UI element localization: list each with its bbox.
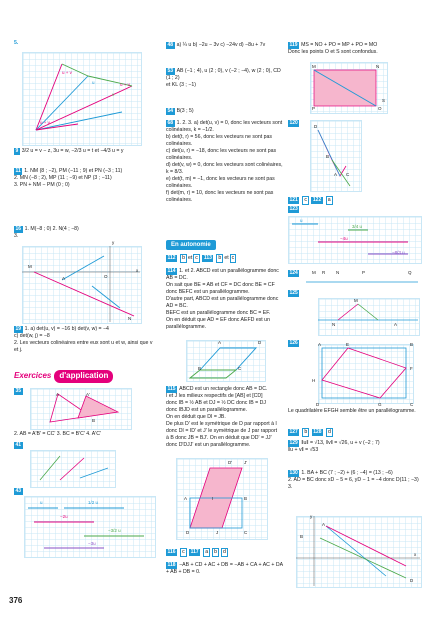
- exercise-48-text: a) ¼ u b) −2u − 3v c) −24v d) −8u + 7v: [176, 42, 266, 48]
- exercise-16-sub: 3.: [14, 233, 19, 240]
- answer-box: b: [302, 428, 309, 437]
- vector-label: −2u: [60, 514, 68, 519]
- exercise-9: [14, 148, 152, 155]
- exercise-68-line: c) det(u, r) = −18, donc les vecteurs ne sont pas colinéaires.: [166, 148, 277, 162]
- exercise-48: [166, 42, 284, 49]
- answer-box: d: [326, 428, 333, 437]
- point-label: D: [186, 530, 190, 535]
- exercise-54: [166, 108, 284, 115]
- exercise-number: 43: [15, 488, 22, 494]
- exercise-115-line: On en déduit que DI = JB.: [166, 414, 226, 421]
- point-label: P: [362, 270, 366, 275]
- left-column: [14, 40, 152, 49]
- exercise-53-text: AB (−1 ; 4), u (2 ; 0), v (−2 ; −4), w (2 ; 0), CD (1 ; 2): [166, 68, 281, 82]
- graph-label: y: [112, 240, 115, 245]
- point-label: A: [394, 322, 398, 327]
- exercise-125-figure: [318, 298, 418, 334]
- exercise-53: [166, 68, 284, 89]
- exercise-130-line: 1. BA + BC (7 ; −2) + (6 ; −4) = (13 ; −6): [301, 470, 393, 476]
- vector-label: −4u: [340, 236, 348, 241]
- point-label: D: [316, 402, 320, 407]
- exercise-114-line: On sait que BE = AB et CF = DC donc BE = CF donc BEFC est un parallélogramme.: [166, 282, 275, 296]
- exercise-126-figure: [318, 344, 412, 402]
- answer-box: b: [180, 254, 187, 263]
- point-label: D: [258, 340, 262, 345]
- exercise-68-line: f) det(m, r) = 10, donc les vecteurs ne sont pas colinéaires.: [166, 190, 274, 204]
- exercise-127-128: [288, 428, 334, 437]
- exercise-126: [288, 340, 301, 347]
- point-label: G: [378, 402, 382, 407]
- answer-sep: et: [187, 255, 193, 261]
- exercise-130-sub: 3.: [288, 484, 293, 491]
- vector-label: −3u: [88, 541, 96, 546]
- graph-label: M: [28, 264, 32, 269]
- graph-label: A: [62, 276, 66, 281]
- point-label: M: [354, 298, 358, 303]
- point-label: A: [218, 340, 222, 345]
- vector-label: u + v: [120, 82, 130, 87]
- exercise-number: 124: [289, 270, 298, 276]
- vector-label: −3/2 u: [108, 528, 121, 533]
- answer-box: c: [180, 548, 187, 557]
- vector-label: 1/2 u: [88, 500, 99, 505]
- answer-box: c: [230, 254, 237, 263]
- point-label: B: [198, 366, 202, 371]
- exercise-115-line: I et J les milieux respectifs de [AB] et [CD]: [166, 393, 263, 400]
- point-label: B: [410, 342, 414, 347]
- exercise-121-122: [288, 196, 334, 205]
- exercise-number: 41: [15, 442, 22, 448]
- exercise-number: 117: [190, 549, 199, 555]
- vector-label: u: [40, 500, 43, 505]
- exercise-number: 127: [289, 429, 298, 435]
- graph-label: x: [136, 268, 139, 273]
- point-label: B: [326, 154, 330, 159]
- point-label: O: [378, 106, 382, 111]
- point-label: A: [184, 496, 188, 501]
- answer-box: b: [212, 548, 219, 557]
- point-label: F: [410, 366, 413, 371]
- exercise-41: [14, 442, 25, 449]
- exercise-68-line: e) det(t, m) = −1, donc les vecteurs ne sont pas colinéaires.: [166, 176, 275, 190]
- exercise-115: [166, 386, 286, 449]
- exercise-number: 128: [313, 429, 322, 435]
- exercise-130-lines: [296, 516, 420, 586]
- exercise-number: 9: [15, 148, 19, 154]
- exercise-number: 68: [167, 120, 174, 126]
- vector-label: 3/4 u: [352, 224, 363, 229]
- exercise-54-text: B(3 ; 5): [176, 108, 194, 114]
- point-label: B: [244, 496, 248, 501]
- graph-label: O: [104, 274, 108, 279]
- point-label: M: [312, 270, 316, 275]
- exercise-number: 121: [289, 197, 298, 203]
- exercise-19: [14, 326, 154, 354]
- exercise-120: [288, 120, 301, 127]
- exercise-number: 119: [289, 42, 298, 48]
- exercise-35-triangles: [30, 388, 130, 428]
- exercise-number: 118: [167, 562, 176, 568]
- exercise-124-line: [306, 278, 418, 286]
- triangle-label: A': [86, 392, 90, 397]
- point-label: J': [244, 460, 248, 465]
- point-label: H: [312, 378, 316, 383]
- point-label: Q: [408, 270, 412, 275]
- exercise-number: 16: [15, 226, 22, 232]
- exercise-118-text: −AB + CD + AC + DB = −AB + CA + AC + DA + AB + DB = 0.: [166, 562, 283, 576]
- exercise-16-lines: [22, 246, 140, 322]
- vector-label: u + v: [62, 70, 72, 75]
- vector-label: −8/3 u: [392, 250, 405, 255]
- exercise-124: [288, 270, 420, 277]
- answer-box: c: [193, 254, 200, 263]
- exercise-130: [288, 470, 420, 491]
- point-label: D: [314, 124, 318, 129]
- exercise-number: 114: [167, 268, 176, 274]
- autonomie-header: En autonomie: [166, 240, 216, 250]
- exercise-number: 125: [289, 290, 298, 296]
- exercise-119-figure: [310, 62, 386, 112]
- point-label: R: [322, 270, 326, 275]
- point-label: D': [228, 460, 233, 465]
- exercise-11-line: 2. MN (−8 ; 2), MP (11 ; −9) et NP (3 ; −11): [14, 175, 112, 182]
- exercise-number: 19: [15, 326, 22, 332]
- exercise-number: 129: [289, 440, 298, 446]
- exercise-number: 126: [289, 340, 298, 346]
- exercise-5-label: 5.: [14, 40, 19, 46]
- exercise-114-line: D'autre part, ABCD est un parallélogramme donc AD = BC.: [166, 296, 279, 310]
- graph-label: N: [128, 316, 132, 321]
- exercise-114-line: 1. et 2. ABCD est un parallélogramme donc AB = DC.: [166, 268, 279, 282]
- exercise-114-line: On en déduit que AD = EF donc AEFD est un parallélogramme.: [166, 317, 270, 331]
- exercise-68-line: d) det(v, w) = 0, donc les vecteurs sont colinéaires, k = 8/3.: [166, 162, 283, 176]
- exercise-115-line: ABCD est un rectangle donc AB = DC.: [179, 386, 268, 392]
- exercise-number: 122: [312, 197, 322, 203]
- exercise-119: [288, 42, 420, 56]
- exercise-123: [288, 206, 301, 213]
- exercise-68: [166, 120, 284, 204]
- point-label: M: [312, 64, 316, 69]
- exercise-115-line: donc IB = ½ AB et DJ = ½ DC donc IB = DJ: [166, 400, 266, 407]
- answer-box: a: [326, 196, 333, 205]
- exercise-114-parallelograms: [186, 340, 264, 380]
- exercise-119-text: MS = NO + PO = MP + PO = MO: [301, 42, 378, 48]
- vector-label: u + v: [40, 120, 50, 125]
- exercise-5-vectors: [22, 52, 140, 144]
- exercise-number: 116: [167, 549, 176, 555]
- axis-label: x: [414, 552, 417, 557]
- point-label: N: [332, 322, 336, 327]
- exercise-number: 112: [167, 255, 176, 261]
- exercise-11-line: 3. PN + NM − PM (0 ; 0): [14, 182, 70, 189]
- exercise-115-line: De plus D' est le symétrique de D par rapport à I: [166, 421, 277, 428]
- exercise-130-line: 2. AD = BC donc xD − 5 = 6, yD − 1 = −4 donc D(11 ; −3): [288, 477, 419, 484]
- exercise-129: [288, 440, 420, 454]
- answer-box: d: [221, 548, 228, 557]
- point-label: S: [382, 98, 386, 103]
- triangle-label: B: [92, 418, 96, 423]
- vector-label: u: [92, 80, 95, 85]
- exercise-35: [14, 388, 25, 395]
- exercise-115-line: donc DI = ID' et J' le symétrique de J par rapport: [166, 428, 278, 435]
- exercise-53-kl: et KL (3 ; −1): [166, 82, 196, 89]
- exercise-number: 120: [289, 120, 298, 126]
- exercise-68-line: b) det(t, r) = 56, donc les vecteurs ne sont pas colinéaires.: [166, 134, 272, 148]
- exercise-16: [14, 226, 152, 240]
- exercise-115-line: donc IBJD est un parallélogramme.: [166, 407, 248, 414]
- point-label: C: [244, 530, 248, 535]
- section-pill: d'application: [54, 370, 113, 383]
- exercise-118: [166, 562, 286, 576]
- exercise-114-line: BEFC est un parallélogramme donc BC = EF.: [166, 310, 271, 317]
- answer-box: c: [302, 196, 309, 205]
- exercise-126-text: Le quadrilatère EFGH semble être un parallélogramme.: [288, 408, 416, 414]
- exercise-number: 53: [167, 68, 174, 74]
- exercise-number: 35: [15, 388, 22, 394]
- exercise-19-line: 1. a) det(u, v) = −16 b) det(v, w) = −4: [24, 326, 109, 332]
- point-label: N: [376, 64, 380, 69]
- exercise-19-line: 2. Les vecteurs colinéaires entre eux sont u et w, ainsi que v et j.: [14, 340, 153, 354]
- exercise-43: [14, 488, 25, 495]
- point-label: N: [336, 270, 340, 275]
- exercise-115-line: à B donc JB = BJ'. On en déduit que DD' = JJ': [166, 435, 272, 442]
- exercise-129-text: ‖u‖ = √13, ‖v‖ = √26, u + v (−2 ; 7): [301, 440, 380, 446]
- exercise-number: 115: [167, 386, 176, 392]
- point-label: P: [312, 106, 316, 111]
- exercise-number: 123: [289, 206, 298, 212]
- exercise-number: 11: [15, 168, 21, 174]
- exercise-115-figure: [176, 458, 266, 538]
- point-label: A: [334, 172, 338, 177]
- exercise-116-117: [166, 548, 284, 557]
- exercise-129-sub: ‖u + v‖ = √53: [288, 447, 319, 454]
- exercise-9-text: 3/2 u = v − z, 3u = w, −2/3 u = t et −4/3 u = y: [21, 148, 124, 154]
- point-label: E: [346, 342, 350, 347]
- vector-label: v: [112, 92, 115, 97]
- point-label: C: [346, 172, 350, 177]
- point-label: D: [410, 578, 414, 583]
- point-label: B: [300, 534, 304, 539]
- exercise-11: [14, 168, 152, 189]
- section-title-text: Exercices: [14, 371, 52, 380]
- exercise-number: 113: [203, 255, 212, 261]
- point-label: C: [410, 402, 414, 407]
- exercise-119-sub: Donc les points O et S sont confondus.: [288, 49, 378, 56]
- triangle-label: A: [56, 392, 60, 397]
- exercise-112-113: [166, 254, 284, 263]
- exercise-number: 48: [167, 42, 174, 48]
- exercise-35-answers: 2. AB = A'B' = CC' 3. BC = B'C' 4. A'C': [14, 431, 101, 437]
- exercise-number: 54: [167, 108, 174, 114]
- exercise-41-vectors: [30, 450, 114, 486]
- page-number: 376: [9, 596, 23, 606]
- exercise-115-line: donc D'DJJ' est un parallélogramme.: [166, 442, 251, 449]
- exercise-125: [288, 290, 301, 297]
- exercise-16-text: 1. M(−8 ; 0) 2. N(4 ; −8): [24, 226, 79, 232]
- exercise-number: 130: [289, 470, 298, 476]
- answer-box: b: [216, 254, 223, 263]
- section-title: [14, 370, 113, 383]
- exercise-120-figure: [310, 120, 360, 190]
- exercise-68-line: 1. 2. 3. a) det(u, v) = 0, donc les vecteurs sont colinéaires, k = −1/2.: [166, 120, 283, 134]
- answer-box: a: [203, 548, 210, 557]
- axis-label: y: [310, 514, 313, 519]
- exercise-114: [166, 268, 284, 331]
- point-label: I: [212, 496, 214, 501]
- point-label: C: [238, 366, 242, 371]
- answer-sep: et: [224, 255, 229, 261]
- point-label: J: [216, 530, 219, 535]
- exercise-11-line: 1. NM (8 ; −2), PM (−11 ; 9) et PN (−3 ; 11): [24, 168, 123, 174]
- vector-label: u: [300, 218, 303, 223]
- exercise-19-line: c) det(w, j) = −8: [14, 333, 50, 340]
- point-label: A: [318, 342, 322, 347]
- point-label: A: [322, 522, 326, 527]
